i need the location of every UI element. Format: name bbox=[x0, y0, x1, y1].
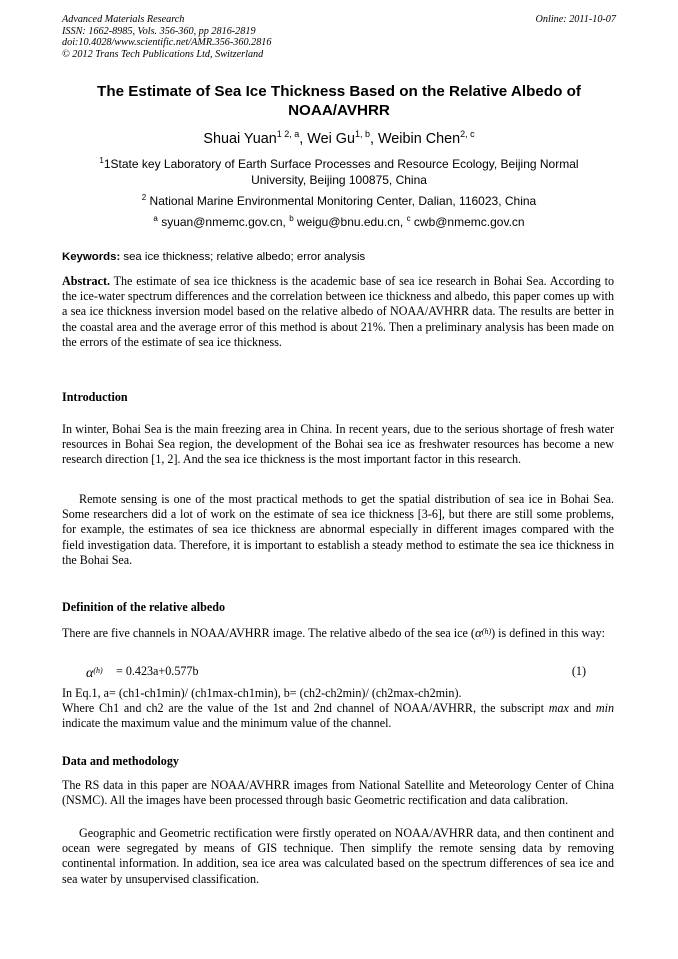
journal-doi: doi:10.4028/www.scientific.net/AMR.356-360.2816 bbox=[62, 37, 272, 49]
email-mark: a bbox=[153, 214, 158, 223]
equation-expression: = 0.423a+0.577b bbox=[116, 664, 199, 678]
text-run: and bbox=[568, 701, 596, 716]
email-link[interactable]: cwb@nmemc.gov.cn bbox=[410, 215, 525, 229]
author-affiliation-mark: 2, c bbox=[460, 129, 475, 139]
affiliation-text: National Marine Environmental Monitoring Center, Dalian, 116023, China bbox=[146, 194, 537, 208]
paragraph: In winter, Bohai Sea is the main freezing area in China. In recent years, due to the serious shortage of fresh water resources in Bohai Sea region, the development of the Bohai sea ice as freshwater resources has become a new research direction [1, 2]. And the sea ice thickness is the most important factor in this research. bbox=[62, 422, 614, 467]
section-heading-definition: Definition of the relative albedo bbox=[62, 600, 226, 614]
equation-number: (1) bbox=[571, 664, 586, 678]
keywords-label: Keywords: bbox=[62, 251, 121, 263]
journal-name: Advanced Materials Research bbox=[62, 14, 185, 25]
author-emails bbox=[62, 214, 616, 230]
text-line bbox=[62, 701, 614, 731]
online-date: Online: 2011-10-07 bbox=[535, 14, 616, 25]
journal-issn: ISSN: 1662-8985, Vols. 356-360, pp 2816-2819 bbox=[62, 25, 256, 37]
email-link[interactable]: weigu@bnu.edu.cn, bbox=[293, 215, 407, 229]
author-list bbox=[62, 129, 616, 149]
section-heading-data: Data and methodology bbox=[62, 754, 179, 768]
title-line-1: The Estimate of Sea Ice Thickness Based on the Relative Albedo of bbox=[97, 83, 581, 100]
affiliation-1 bbox=[62, 156, 616, 188]
email-mark: c bbox=[406, 214, 411, 223]
paragraph bbox=[62, 686, 614, 732]
affiliation-text: 1State key Laboratory of Earth Surface Processes and Resource Ecology, Beijing Normal bbox=[103, 157, 579, 171]
paragraph: The RS data in this paper are NOAA/AVHRR images from National Satellite and Meteorology Center of China (NSMC). All the images have been processed through basic Geometric rectification and data calibration. bbox=[62, 778, 614, 808]
author-affiliation-mark: 1 2, a bbox=[276, 129, 300, 139]
text-run: ) is defined in this way: bbox=[491, 626, 605, 640]
author-separator: , bbox=[299, 131, 308, 147]
alpha-subscript: (h) bbox=[93, 666, 103, 675]
paragraph bbox=[62, 624, 614, 641]
abstract bbox=[62, 274, 614, 350]
email-link[interactable]: syuan@nmemc.gov.cn, bbox=[157, 215, 290, 229]
text-run: There are five channels in NOAA/AVHRR image. The relative albedo of the sea ice ( bbox=[62, 626, 475, 640]
author-name: Wei Gu bbox=[307, 131, 355, 147]
author-affiliation-mark: 1, b bbox=[354, 129, 370, 139]
journal-copyright: © 2012 Trans Tech Publications Ltd, Switzerland bbox=[62, 48, 264, 60]
affiliation-mark: 1 bbox=[99, 156, 104, 165]
text-run: indicate the maximum value and the minimum value of the channel. bbox=[62, 716, 392, 731]
affiliation-2 bbox=[62, 193, 616, 209]
title-line-2: NOAA/AVHRR bbox=[288, 102, 390, 119]
text-run: Where Ch1 and ch2 are the value of the 1st and 2nd channel of NOAA/AVHRR, the subscript bbox=[62, 701, 549, 716]
keywords bbox=[62, 250, 616, 265]
alpha-glyph: α bbox=[86, 666, 94, 681]
author-name: Weibin Chen bbox=[377, 131, 461, 147]
abstract-text: The estimate of sea ice thickness is the academic base of sea ice research in Bohai Sea. According to the ice-water spectrum differences and the correlation between ice thickness and albedo, this paper comes up with a sea ice thickness inversion model based on the relative albedo of NOAA/AVHRR data. The results are better in the coastal area and the average error of this method is about 21%. Then a preliminary analysis has been made on the errors of the estimate of sea ice thickness. bbox=[62, 274, 614, 349]
alpha-symbol bbox=[475, 625, 491, 640]
keywords-text: sea ice thickness; relative albedo; error analysis bbox=[120, 251, 366, 263]
paragraph: Geographic and Geometric rectification were firstly operated on NOAA/AVHRR data, and then continent and ocean were segregated by means of GIS technique. Then simplify the remote sensing data by removing continental information. In addition, sea ice area was calculated based on the spectrum differences of sea ice and sea water by unsupervised classification. bbox=[62, 826, 614, 886]
abstract-label: Abstract. bbox=[62, 274, 111, 288]
paragraph: Remote sensing is one of the most practical methods to get the spatial distribution of sea ice in Bohai Sea. Some researchers did a lot of work on the estimate of sea ice thickness [3-6], but there are still some problems, for example, the estimates of sea ice thickness are abnormal especially in different images compared with the field investigation data. Therefore, it is important to establish a steady method to estimate the sea ice thickness in the Bohai Sea. bbox=[62, 492, 614, 567]
author-name: Shuai Yuan bbox=[203, 131, 277, 147]
italic-term: min bbox=[595, 701, 614, 716]
alpha-glyph: α bbox=[474, 625, 482, 640]
author-separator: , bbox=[369, 131, 378, 147]
section-heading-introduction: Introduction bbox=[62, 390, 128, 404]
affiliation-mark: 2 bbox=[141, 193, 147, 202]
equation-symbol bbox=[86, 662, 103, 683]
paper-title bbox=[62, 82, 616, 120]
affiliation-text: University, Beijing 100875, China bbox=[251, 173, 427, 187]
journal-header bbox=[62, 14, 616, 60]
equation-1 bbox=[62, 662, 614, 680]
email-mark: b bbox=[289, 214, 294, 223]
italic-term: max bbox=[548, 701, 569, 716]
alpha-subscript: (h) bbox=[481, 627, 492, 636]
text-line: In Eq.1, a= (ch1-ch1min)/ (ch1max-ch1min), b= (ch2-ch2min)/ (ch2max-ch2min). bbox=[62, 686, 462, 700]
